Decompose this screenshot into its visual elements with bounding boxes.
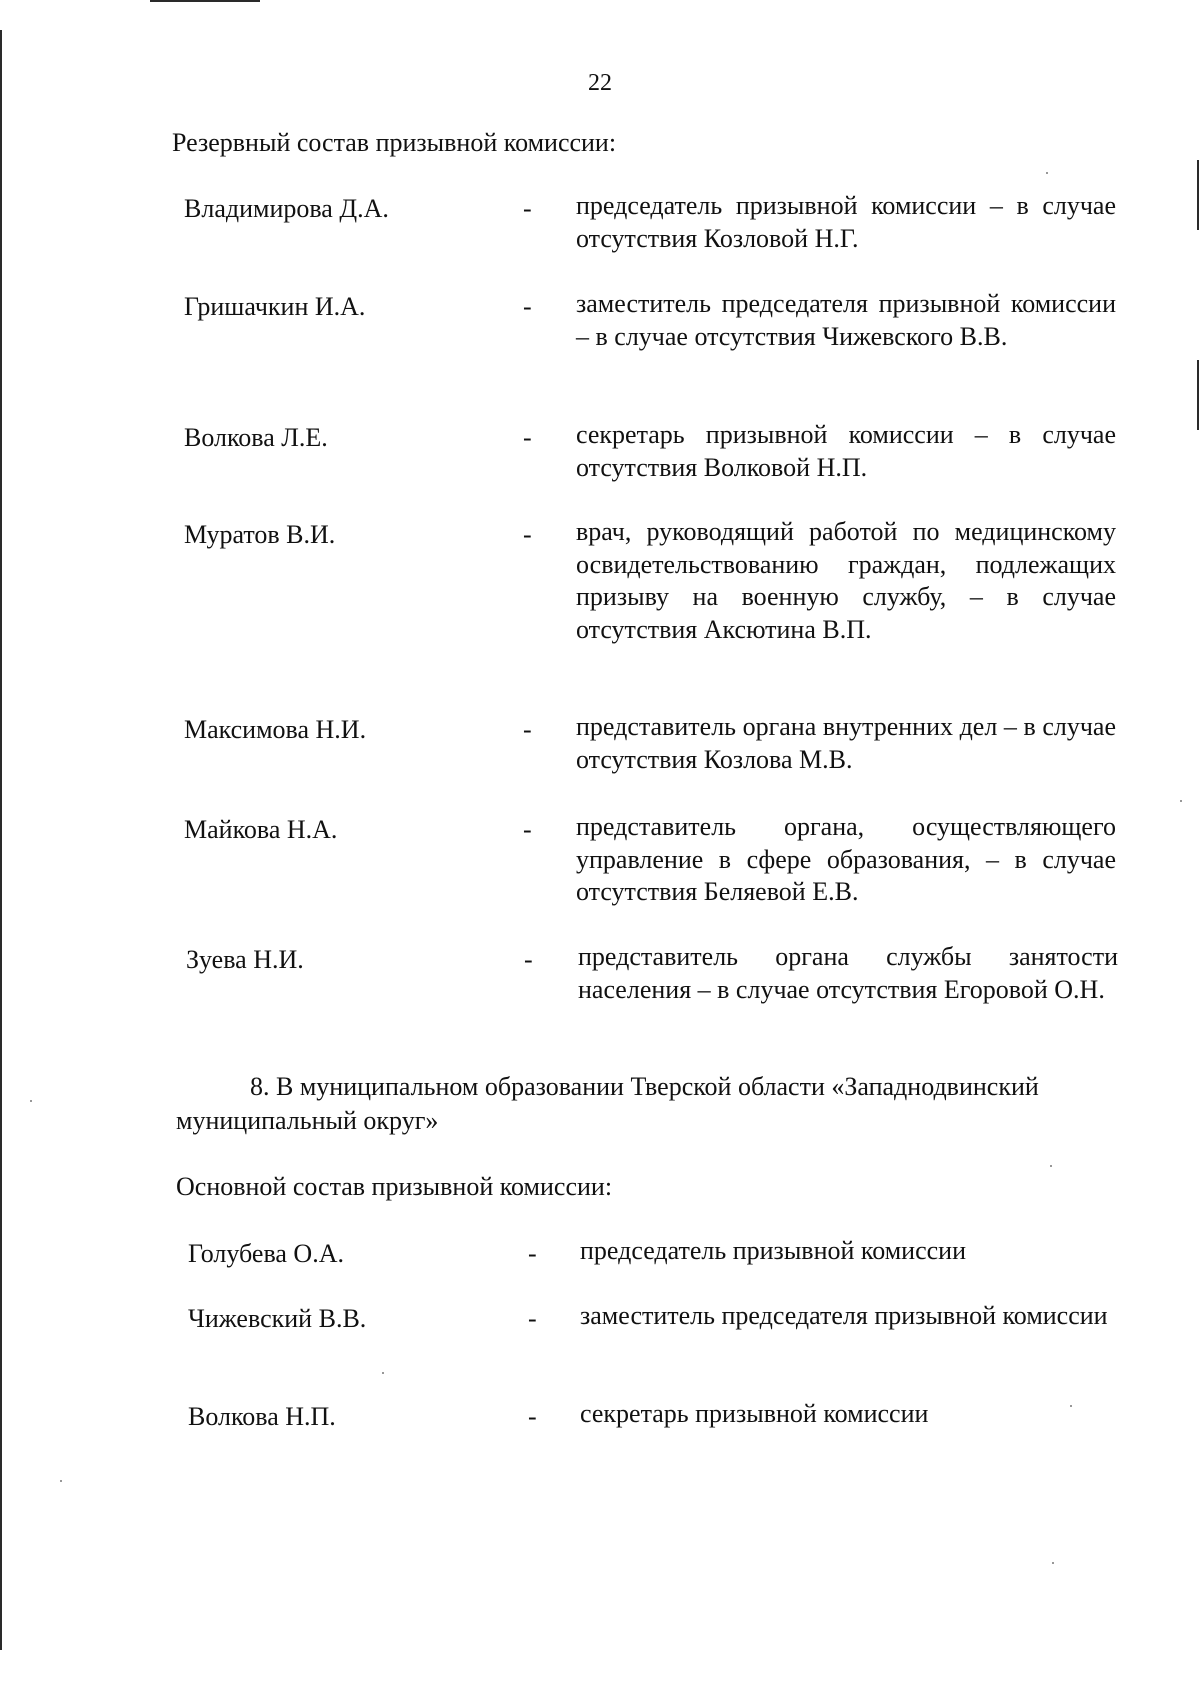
member-role: врач, руководящий работой по медицинскому освидетельствованию граждан, подлежащих призыву на военную службу, – в случае отсутствия Аксютина В.П. [576,517,1116,644]
member-role: представитель органа службы занятости населения – в случае отсутствия Егоровой О.Н. [578,942,1118,1004]
scan-speck [1052,1562,1054,1564]
member-dash: - [524,945,533,974]
scan-speck [30,1100,32,1102]
member-name: Волкова Л.Е. [184,423,328,452]
scan-edge-right-mark [1197,360,1199,430]
member-role: заместитель председателя призывной комиссии – в случае отсутствия Чижевского В.В. [576,289,1116,351]
member-role: секретарь призывной комиссии [580,1399,929,1428]
member-dash: - [528,1402,537,1431]
member-role: председатель призывной комиссии [580,1236,966,1265]
member-name: Владимирова Д.А. [184,194,389,223]
member-dash: - [523,520,532,549]
scan-edge-right-mark [1197,160,1199,230]
member-dash: - [523,815,532,844]
scan-speck [1050,1165,1052,1167]
member-name: Максимова Н.И. [184,715,367,744]
member-dash: - [528,1304,537,1333]
scan-edge-top [150,0,260,2]
member-name: Гришачкин И.А. [184,292,366,321]
member-role: заместитель председателя призывной комиссии [580,1301,1108,1330]
main-section-heading: Основной состав призывной комиссии: [176,1172,613,1201]
member-role: председатель призывной комиссии – в случае отсутствия Козловой Н.Г. [576,191,1116,253]
member-role: представитель органа, осуществляющего управление в сфере образования, – в случае отсутствия Беляевой Е.В. [576,812,1116,906]
section-8-paragraph: 8. В муниципальном образовании Тверской области «Западнодвинский муниципальный округ» [176,1072,1039,1135]
member-name: Муратов В.И. [184,520,336,549]
member-dash: - [523,715,532,744]
member-name: Голубева О.А. [188,1239,344,1268]
scan-speck [1180,800,1182,802]
member-dash: - [523,194,532,223]
scan-speck [60,1480,62,1482]
member-name: Зуева Н.И. [186,945,304,974]
member-dash: - [528,1239,537,1268]
member-dash: - [523,292,532,321]
member-name: Майкова Н.А. [184,815,338,844]
member-name: Волкова Н.П. [188,1402,336,1431]
member-dash: - [523,423,532,452]
reserve-section-heading: Резервный состав призывной комиссии: [172,128,617,157]
member-name: Чижевский В.В. [188,1304,367,1333]
scan-edge-left [0,30,2,1650]
scan-speck [382,1372,384,1374]
scan-speck [1046,172,1048,174]
page-number: 22 [588,70,612,96]
member-role: секретарь призывной комиссии – в случае отсутствия Волковой Н.П. [576,420,1116,482]
member-role: представитель органа внутренних дел – в случае отсутствия Козлова М.В. [576,712,1116,774]
